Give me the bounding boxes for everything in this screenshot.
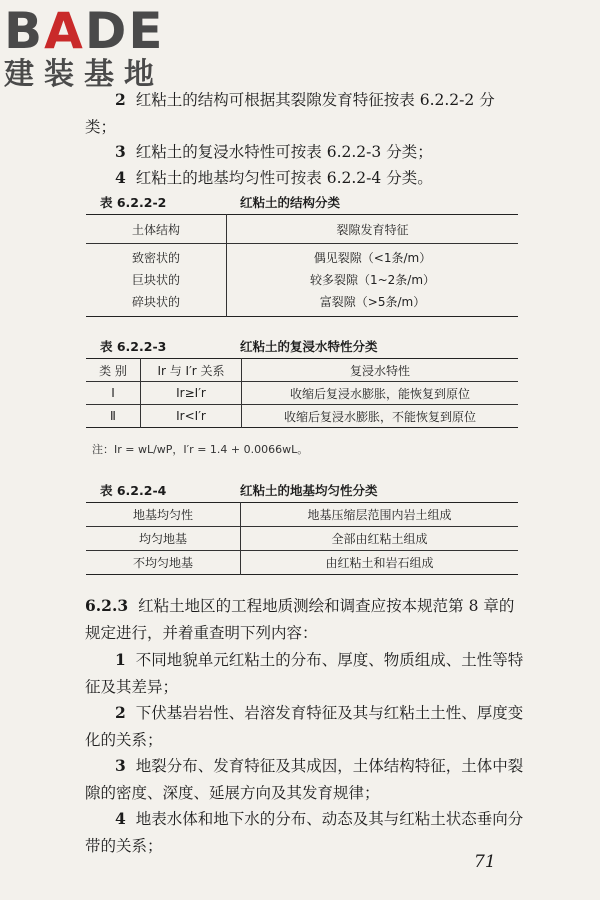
table-row xyxy=(86,405,518,428)
table-row xyxy=(86,527,518,551)
table-cell: 地基均匀性 xyxy=(86,503,241,527)
table-structure-classification xyxy=(86,214,518,317)
table-header: Ir 与 I′r 关系 xyxy=(141,359,242,382)
table-cell: 由红粘土和岩石组成 xyxy=(241,551,519,575)
table-header: 裂隙发育特征 xyxy=(227,215,519,244)
item-bottom-1: 1 不同地貌单元红粘土的分布、厚度、物质组成、土性等特征及其差异； xyxy=(85,650,524,696)
item-2: 2 红粘土的结构可根据其裂隙发育特征按表 6.2.2-2 分类； xyxy=(85,90,495,136)
table-cell: Ⅰ xyxy=(86,382,141,405)
table1-caption: 表 6.2.2-2 红粘土的结构分类 xyxy=(100,195,341,210)
table-row xyxy=(86,244,518,317)
table-header-row xyxy=(86,359,518,382)
table-row xyxy=(86,551,518,575)
item-bottom-3: 3 地裂分布、发育特征及其成因，土体结构特征，土体中裂隙的密度、深度、延展方向及其发育规律； xyxy=(85,756,524,802)
table-cell: Ir<I′r xyxy=(141,405,242,428)
item-bottom-2: 2 下伏基岩岩性、岩溶发育特征及其与红粘土土性、厚度变化的关系； xyxy=(85,703,524,749)
table-header: 复浸水特性 xyxy=(242,359,519,382)
item-4: 4 红粘土的地基均匀性可按表 6.2.2-4 分类。 xyxy=(115,168,433,187)
table3-caption: 表 6.2.2-4 红粘土的地基均匀性分类 xyxy=(100,483,378,498)
table-header: 土体结构 xyxy=(86,215,227,244)
table-header: 类 别 xyxy=(86,359,141,382)
table-uniformity-classification xyxy=(86,502,518,575)
table2-caption: 表 6.2.2-3 红粘土的复浸水特性分类 xyxy=(100,339,378,354)
table-cell: Ir≥I′r xyxy=(141,382,242,405)
table-header-row xyxy=(86,215,518,244)
table-cell: 致密状的 巨块状的 碎块状的 xyxy=(131,251,180,309)
item-3: 3 红粘土的复浸水特性可按表 6.2.2-3 分类； xyxy=(115,142,433,161)
item-bottom-4: 4 地表水体和地下水的分布、动态及其与红粘土状态垂向分带的关系； xyxy=(85,809,524,855)
logo-subtitle: 建装基地 xyxy=(4,57,164,92)
table-cell: 收缩后复浸水膨胀，不能恢复到原位 xyxy=(242,405,519,428)
table-rewetting-classification xyxy=(86,358,518,428)
table-cell: 收缩后复浸水膨胀，能恢复到原位 xyxy=(242,382,519,405)
section-6-2-3: 6.2.3 红粘土地区的工程地质测绘和调查应按本规范第 8 章的规定进行，并着重查明下列内容： xyxy=(85,596,515,642)
table-cell: 全部由红粘土组成 xyxy=(241,527,519,551)
table-row xyxy=(86,382,518,405)
table-cell: 均匀地基 xyxy=(86,527,241,551)
table-cell: 地基压缩层范围内岩土组成 xyxy=(241,503,519,527)
brand-logo xyxy=(4,2,165,92)
table-row xyxy=(86,503,518,527)
logo-wordmark: BADE xyxy=(4,2,165,60)
page-number: 71 xyxy=(474,852,496,872)
table-cell: 不均匀地基 xyxy=(86,551,241,575)
table2-note: 注：Ir = wL/wP，I′r = 1.4 + 0.0066wL。 xyxy=(92,443,309,456)
table-cell: Ⅱ xyxy=(86,405,141,428)
table-cell: 偶见裂隙（<1条/m） 较多裂隙（1~2条/m） 富裂隙（>5条/m） xyxy=(227,244,519,317)
